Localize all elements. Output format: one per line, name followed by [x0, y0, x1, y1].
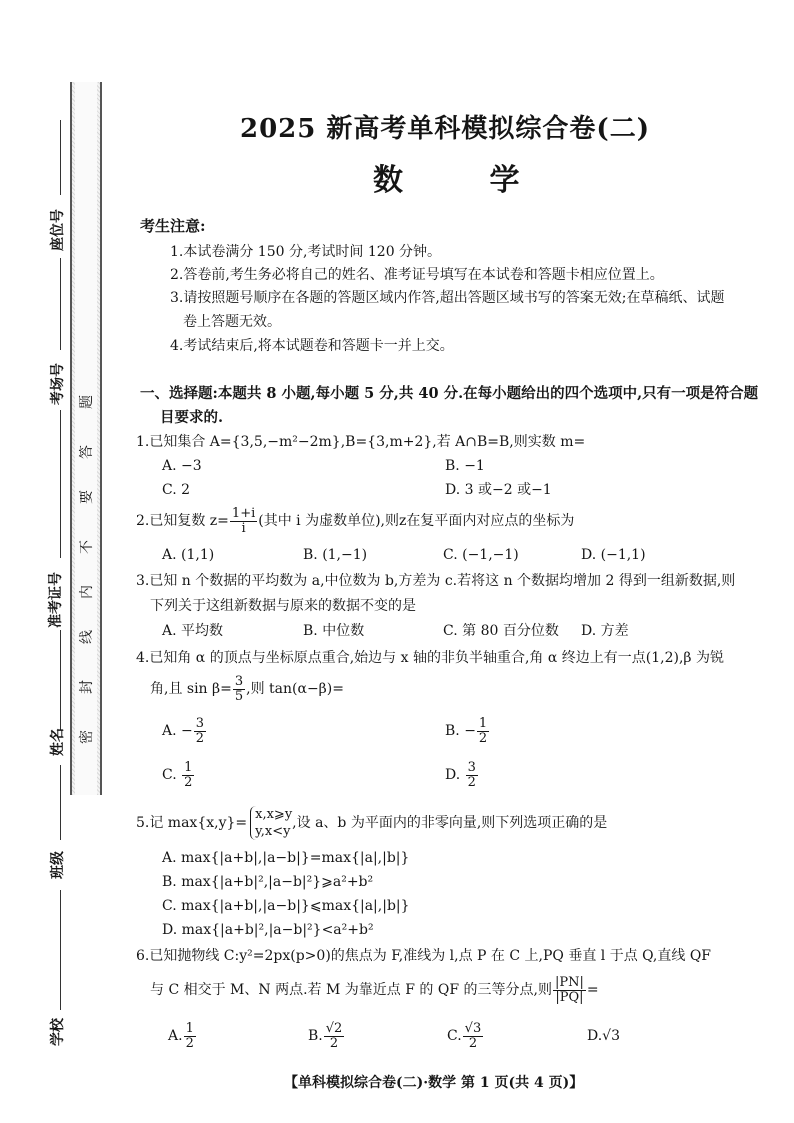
notice-item: 1.本试卷满分 150 分,考试时间 120 分钟。: [170, 244, 442, 260]
denominator: 2: [185, 1035, 194, 1051]
q5-stem-post: ,设 a、b 为平面内的非零向量,则下列选项正确的是: [292, 815, 608, 831]
school-line: [60, 890, 61, 1010]
q3-option-b: B. 中位数: [303, 623, 365, 639]
q4-option-d: [445, 760, 479, 790]
q4-option-a: [162, 716, 207, 746]
q2-option-a: A. (1,1): [162, 547, 215, 563]
denominator: 2: [195, 730, 205, 746]
q6-option-b-fraction: [324, 1022, 345, 1051]
q6-option-d: D.√3: [587, 1028, 621, 1044]
name-line: [60, 630, 61, 730]
question-3-stem: 3.已知 n 个数据的平均数为 a,中位数为 b,方差为 c.若将这 n 个数据均增加 2 得到一组新数据,则: [136, 573, 736, 589]
q6-stem-post: =: [586, 982, 599, 998]
q2-option-c: C. (−1,−1): [443, 547, 519, 563]
q6-stem-pre: 与 C 相交于 M、N 两点.若 M 为靠近点 F 的 QF 的三等分点,则: [150, 982, 552, 998]
q4-option-c-label: C.: [162, 767, 182, 783]
q4-numerator: 3: [234, 673, 244, 689]
seal-inner: [75, 82, 97, 795]
seal-char: 题: [79, 395, 95, 409]
q3-option-a: A. 平均数: [162, 623, 224, 639]
q2-option-d: D. (−1,1): [581, 547, 646, 563]
q4-stem-pre: 角,且 sin β=: [150, 681, 232, 697]
q6-option-c: [447, 1020, 484, 1052]
question-6-stem-cont: [150, 974, 599, 1006]
notice-heading: 考生注意:: [140, 217, 206, 235]
q2-stem-pre: 2.已知复数 z=: [136, 513, 229, 529]
seal-char: 要: [79, 490, 95, 504]
exam-room-label: 考场号: [50, 363, 66, 405]
q6-option-a-fraction: [184, 1022, 196, 1051]
school-label: 学校: [50, 1018, 66, 1046]
q4-option-a-fraction: [194, 717, 206, 746]
q5-case-1: x,x⩾y: [255, 807, 293, 822]
seal-char: 答: [79, 445, 95, 459]
seat-line: [60, 120, 61, 195]
class-label: 班级: [50, 851, 66, 879]
q5-piecewise: [250, 806, 292, 840]
q1-option-a: A. −3: [162, 458, 202, 474]
q6-denominator: |PQ|: [555, 989, 584, 1005]
q4-option-b-label: B. −: [445, 723, 476, 739]
denominator: 2: [329, 1035, 339, 1051]
q1-option-d: D. 3 或−2 或−1: [445, 482, 552, 498]
q4-fraction: [233, 675, 245, 704]
ticket-number-label: 准考证号: [48, 572, 64, 628]
q4-option-c: [162, 760, 195, 790]
exam-title: 2025 新高考单科模拟综合卷(二): [240, 114, 651, 144]
class-line: [60, 765, 61, 840]
seal-char: 内: [79, 585, 95, 599]
question-2-stem: [136, 506, 574, 536]
q1-option-c: C. 2: [162, 482, 191, 498]
question-5-stem: [136, 804, 607, 842]
q4-option-b: [445, 716, 490, 746]
q4-option-b-fraction: [477, 717, 489, 746]
seat-number-label: 座位号: [50, 209, 66, 251]
denominator: 2: [184, 774, 193, 790]
q2-numerator: 1+i: [231, 505, 256, 521]
numerator: 3: [467, 759, 476, 775]
seal-char: 封: [79, 680, 95, 694]
q2-fraction: [230, 507, 257, 536]
q3-option-d: D. 方差: [581, 623, 629, 639]
q4-option-c-fraction: [182, 761, 194, 790]
q4-option-a-label: A. −: [162, 723, 193, 739]
section-heading-cont: 目要求的.: [160, 409, 224, 426]
q3-option-c: C. 第 80 百分位数: [443, 623, 559, 639]
q6-option-b: [308, 1020, 345, 1052]
q4-option-d-label: D.: [445, 767, 465, 783]
notice-item: 2.答卷前,考生务必将自己的姓名、准考证号填写在本试卷和答题卡相应位置上。: [170, 267, 664, 283]
question-6-stem: 6.已知抛物线 C:y²=2px(p>0)的焦点为 F,准线为 l,点 P 在 C 上,PQ 垂直 l 于点 Q,直线 QF: [136, 948, 712, 964]
q5-option-b: B. max{|a+b|²,|a−b|²}⩾a²+b²: [162, 874, 374, 890]
numerator: 1: [478, 715, 488, 731]
q2-option-b: B. (1,−1): [303, 547, 368, 563]
q6-numerator: |PN|: [554, 974, 584, 990]
q4-stem-post: ,则 tan(α−β)=: [246, 681, 344, 697]
q6-option-c-fraction: [463, 1022, 484, 1051]
seal-char: 密: [79, 730, 95, 744]
ticket-line: [60, 410, 61, 558]
q4-denominator: 5: [234, 688, 244, 704]
numerator: √2: [325, 1020, 343, 1036]
notice-item: 3.请按照题号顺序在各题的答题区域内作答,超出答题区域书写的答案无效;在草稿纸、试题: [170, 290, 725, 306]
denominator: 2: [468, 1035, 478, 1051]
seal-strip: [70, 82, 102, 795]
subject-title: 数 学: [373, 163, 558, 198]
question-3-stem-cont: 下列关于这组新数据与原来的数据不变的是: [150, 598, 416, 614]
q5-option-d: D. max{|a+b|²,|a−b|²}<a²+b²: [162, 922, 374, 938]
numerator: √3: [464, 1020, 482, 1036]
room-line: [60, 258, 61, 350]
denominator: 2: [478, 730, 488, 746]
q5-option-c: C. max{|a+b|,|a−b|}⩽max{|a|,|b|}: [162, 898, 410, 914]
q6-fraction: [553, 976, 586, 1005]
q2-stem-post: (其中 i 为虚数单位),则z在复平面内对应点的坐标为: [258, 513, 575, 529]
q5-option-a: A. max{|a+b|,|a−b|}=max{|a|,|b|}: [162, 850, 410, 866]
numerator: 3: [195, 715, 205, 731]
q1-option-b: B. −1: [445, 458, 485, 474]
q6-option-c-label: C.: [447, 1028, 462, 1044]
binding-margin: [0, 0, 102, 1123]
q4-option-d-fraction: [466, 761, 478, 790]
question-4-stem-cont: [150, 674, 344, 704]
seal-char: 线: [79, 630, 95, 644]
numerator: 1: [185, 1020, 194, 1036]
section-heading: 一、选择题:本题共 8 小题,每小题 5 分,共 40 分.在每小题给出的四个选项中,只有一项是符合题: [140, 385, 759, 402]
question-4-stem: 4.已知角 α 的顶点与坐标原点重合,始边与 x 轴的非负半轴重合,角 α 终边上有一点(1,2),β 为锐: [136, 650, 724, 666]
q2-denominator: i: [241, 520, 246, 536]
denominator: 2: [467, 774, 476, 790]
numerator: 1: [184, 759, 193, 775]
q5-stem-pre: 5.记 max{x,y}=: [136, 815, 248, 831]
q6-option-b-label: B.: [308, 1028, 323, 1044]
notice-item: 4.考试结束后,将本试题卷和答题卡一并上交。: [170, 338, 454, 354]
notice-item: 卷上答题无效。: [183, 314, 281, 330]
q5-case-2: y,x<y: [255, 824, 291, 839]
q6-option-a: [168, 1020, 197, 1052]
page-footer: 【单科模拟综合卷(二)·数学 第 1 页(共 4 页)】: [284, 1075, 584, 1091]
seal-char: 不: [79, 540, 95, 554]
question-1-stem: 1.已知集合 A={3,5,−m²−2m},B={3,m+2},若 A∩B=B,则实数 m=: [136, 434, 586, 450]
name-label: 姓名: [50, 728, 66, 756]
q6-option-a-label: A.: [168, 1028, 183, 1044]
